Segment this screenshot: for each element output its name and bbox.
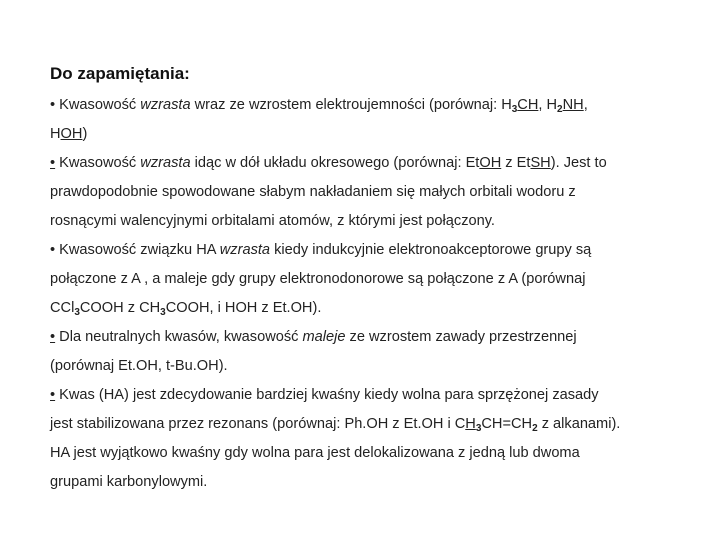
bullet-3-line-2: połączone z A , a maleje gdy grupy elektronodonorowe są połączone z A (porównaj	[50, 271, 586, 287]
bullet-5-line-3: HA jest wyjątkowo kwaśny gdy wolna para jest delokalizowana z jedną lub dwoma	[50, 445, 580, 461]
bullet-4-line-2: (porównaj Et.OH, t-Bu.OH).	[50, 358, 228, 374]
emphasis: wzrasta	[140, 97, 191, 113]
page-title: Do zapamiętania:	[50, 64, 190, 83]
emphasis: wzrasta	[219, 242, 271, 258]
emphasis: maleje	[302, 329, 346, 345]
bullet-marker: •	[50, 329, 56, 345]
bullet-2-line-2: prawdopodobnie spowodowane słabym nakładaniem się małych orbitali wodoru z	[50, 184, 576, 200]
bullet-2-line-1: • Kwasowość wzrasta idąc w dół układu okresowego (porównaj: EtOH z EtSH). Jest to	[50, 155, 607, 171]
emphasis: wzrasta	[140, 155, 191, 171]
bullet-marker: •	[50, 387, 56, 403]
bullet-5-line-4: grupami karbonylowymi.	[50, 474, 208, 490]
bullet-marker: •	[50, 242, 56, 258]
bullet-4-line-1: • Dla neutralnych kwasów, kwasowość maleje ze wzrostem zawady przestrzennej	[50, 329, 577, 345]
bullet-1-line-2: HOH)	[50, 126, 88, 142]
bullet-5-line-1: • Kwas (HA) jest zdecydowanie bardziej kwaśny kiedy wolna para sprzężonej zasady	[50, 387, 599, 403]
bullet-3-line-1: • Kwasowość związku HA wzrasta kiedy indukcyjnie elektronoakceptorowe grupy są	[50, 242, 592, 258]
bullet-3-line-3: CCl$_3$COOH z $CH_3COOH$, i HOH z Et.OH).	[50, 300, 322, 318]
bullet-5-line-2: jest stabilizowana przez rezonans (porównaj: Ph.OH z Et.OH i $CH_3CH=CH_2$ z alkanami).	[50, 416, 621, 434]
bullet-marker: •	[50, 97, 56, 113]
bullet-1-line-1: • Kwasowość wzrasta wraz ze wzrostem elektroujemności (porównaj: $H_3CH$, $H_2NH$,	[50, 97, 588, 115]
bullet-2-line-3: rosnącymi walencyjnymi orbitalami atomów, z którymi jest połączony.	[50, 213, 495, 229]
bullet-marker: •	[50, 155, 56, 171]
